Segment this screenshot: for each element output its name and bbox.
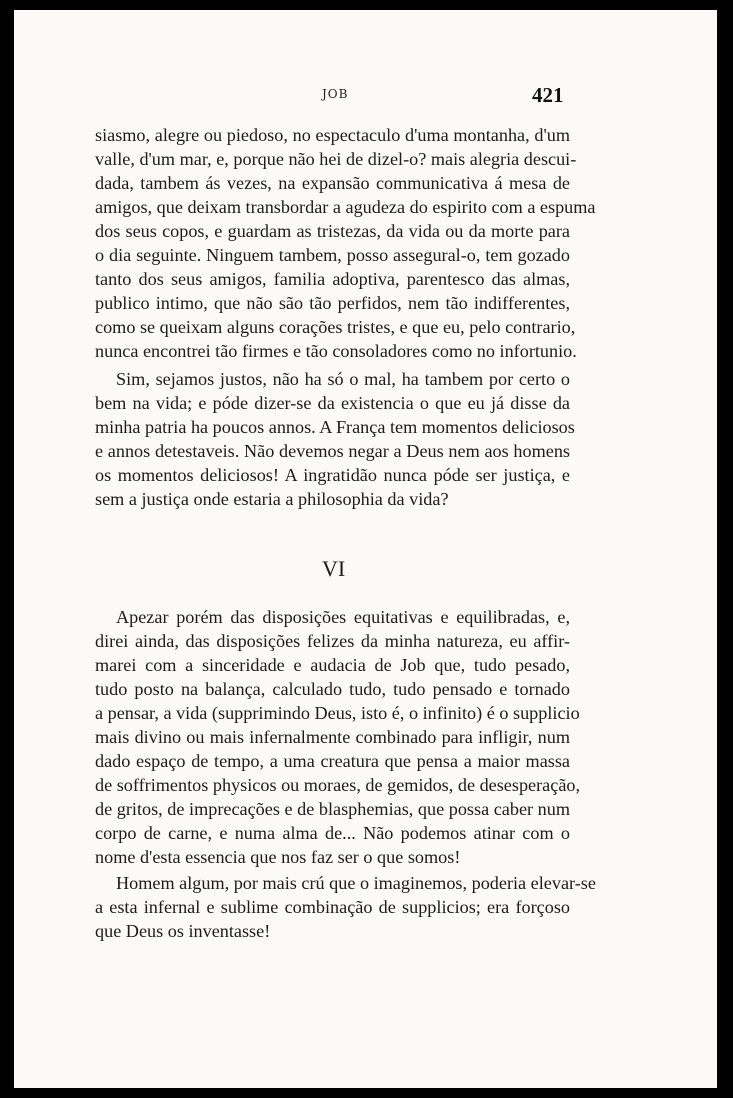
text-line: publico intimo, que não são tão perfidos, nem tão indifferentes, — [95, 293, 570, 313]
text-line: nunca encontrei tão firmes e tão consoladores como no infortunio. — [95, 341, 577, 361]
text-line: que Deus os inventasse! — [95, 921, 271, 941]
text-line: tudo posto na balança, calculado tudo, tudo pensado e tornado — [95, 679, 570, 699]
text-line: dos seus copos, e guardam as tristezas, da vida ou da morte para — [95, 221, 570, 241]
text-line: amigos, que deixam transbordar a agudeza do espirito com a espuma — [95, 197, 596, 217]
text-line: bem na vida; e póde dizer-se da existencia o que eu já disse da — [95, 393, 570, 413]
text-line: marei com a sinceridade e audacia de Job que, tudo pesado, — [95, 655, 570, 675]
text-line: corpo de carne, e numa alma de... Não podemos atinar com o — [95, 823, 570, 843]
text-line: Homem algum, por mais crú que o imaginemos, poderia elevar-se — [116, 873, 596, 893]
text-line: de gritos, de imprecações e de blasphemias, que possa caber num — [95, 799, 570, 819]
page-number: 421 — [532, 83, 564, 107]
text-line: os momentos deliciosos! A ingratidão nunca póde ser justiça, e — [95, 465, 570, 485]
text-line: siasmo, alegre ou piedoso, no espectaculo d'uma montanha, d'um — [95, 125, 570, 145]
text-line: de soffrimentos physicos ou moraes, de gemidos, de desesperação, — [95, 775, 581, 795]
text-line: dado espaço de tempo, a uma creatura que pensa a maior massa — [95, 751, 570, 771]
text-line: Apezar porém das disposições equitativas e equilibradas, e, — [116, 607, 570, 627]
text-line: minha patria ha poucos annos. A França tem momentos deliciosos — [95, 417, 575, 437]
text-line: a esta infernal e sublime combinação de supplicios; era forçoso — [95, 897, 570, 917]
text-line: e annos detestaveis. Não devemos negar a Deus nem aos homens — [95, 441, 570, 461]
text-line: o dia seguinte. Ninguem tambem, posso assegural-o, tem gozado — [95, 245, 570, 265]
text-line: direi ainda, das disposições felizes da minha natureza, eu affir- — [95, 631, 570, 651]
text-line: dada, tambem ás vezes, na expansão communicativa á mesa de — [95, 173, 570, 193]
text-line: sem a justiça onde estaria a philosophia da vida? — [95, 489, 449, 509]
text-line: mais divino ou mais infernalmente combinado para infligir, num — [95, 727, 570, 747]
text-line: Sim, sejamos justos, não ha só o mal, ha tambem por certo o — [116, 369, 570, 389]
text-line: tanto dos seus amigos, familia adoptiva, parentesco das almas, — [95, 269, 570, 289]
text-line: nome d'esta essencia que nos faz ser o que somos! — [95, 847, 461, 867]
running-title: JOB — [322, 87, 349, 101]
text-line: a pensar, a vida (supprimindo Deus, isto é, o infinito) é o supplicio — [95, 703, 580, 723]
section-heading: VI — [322, 556, 346, 581]
text-line: valle, d'um mar, e, porque não hei de dizel-o? mais alegria descui- — [95, 149, 577, 169]
text-line: como se queixam alguns corações tristes, e que eu, pelo contrario, — [95, 317, 576, 337]
